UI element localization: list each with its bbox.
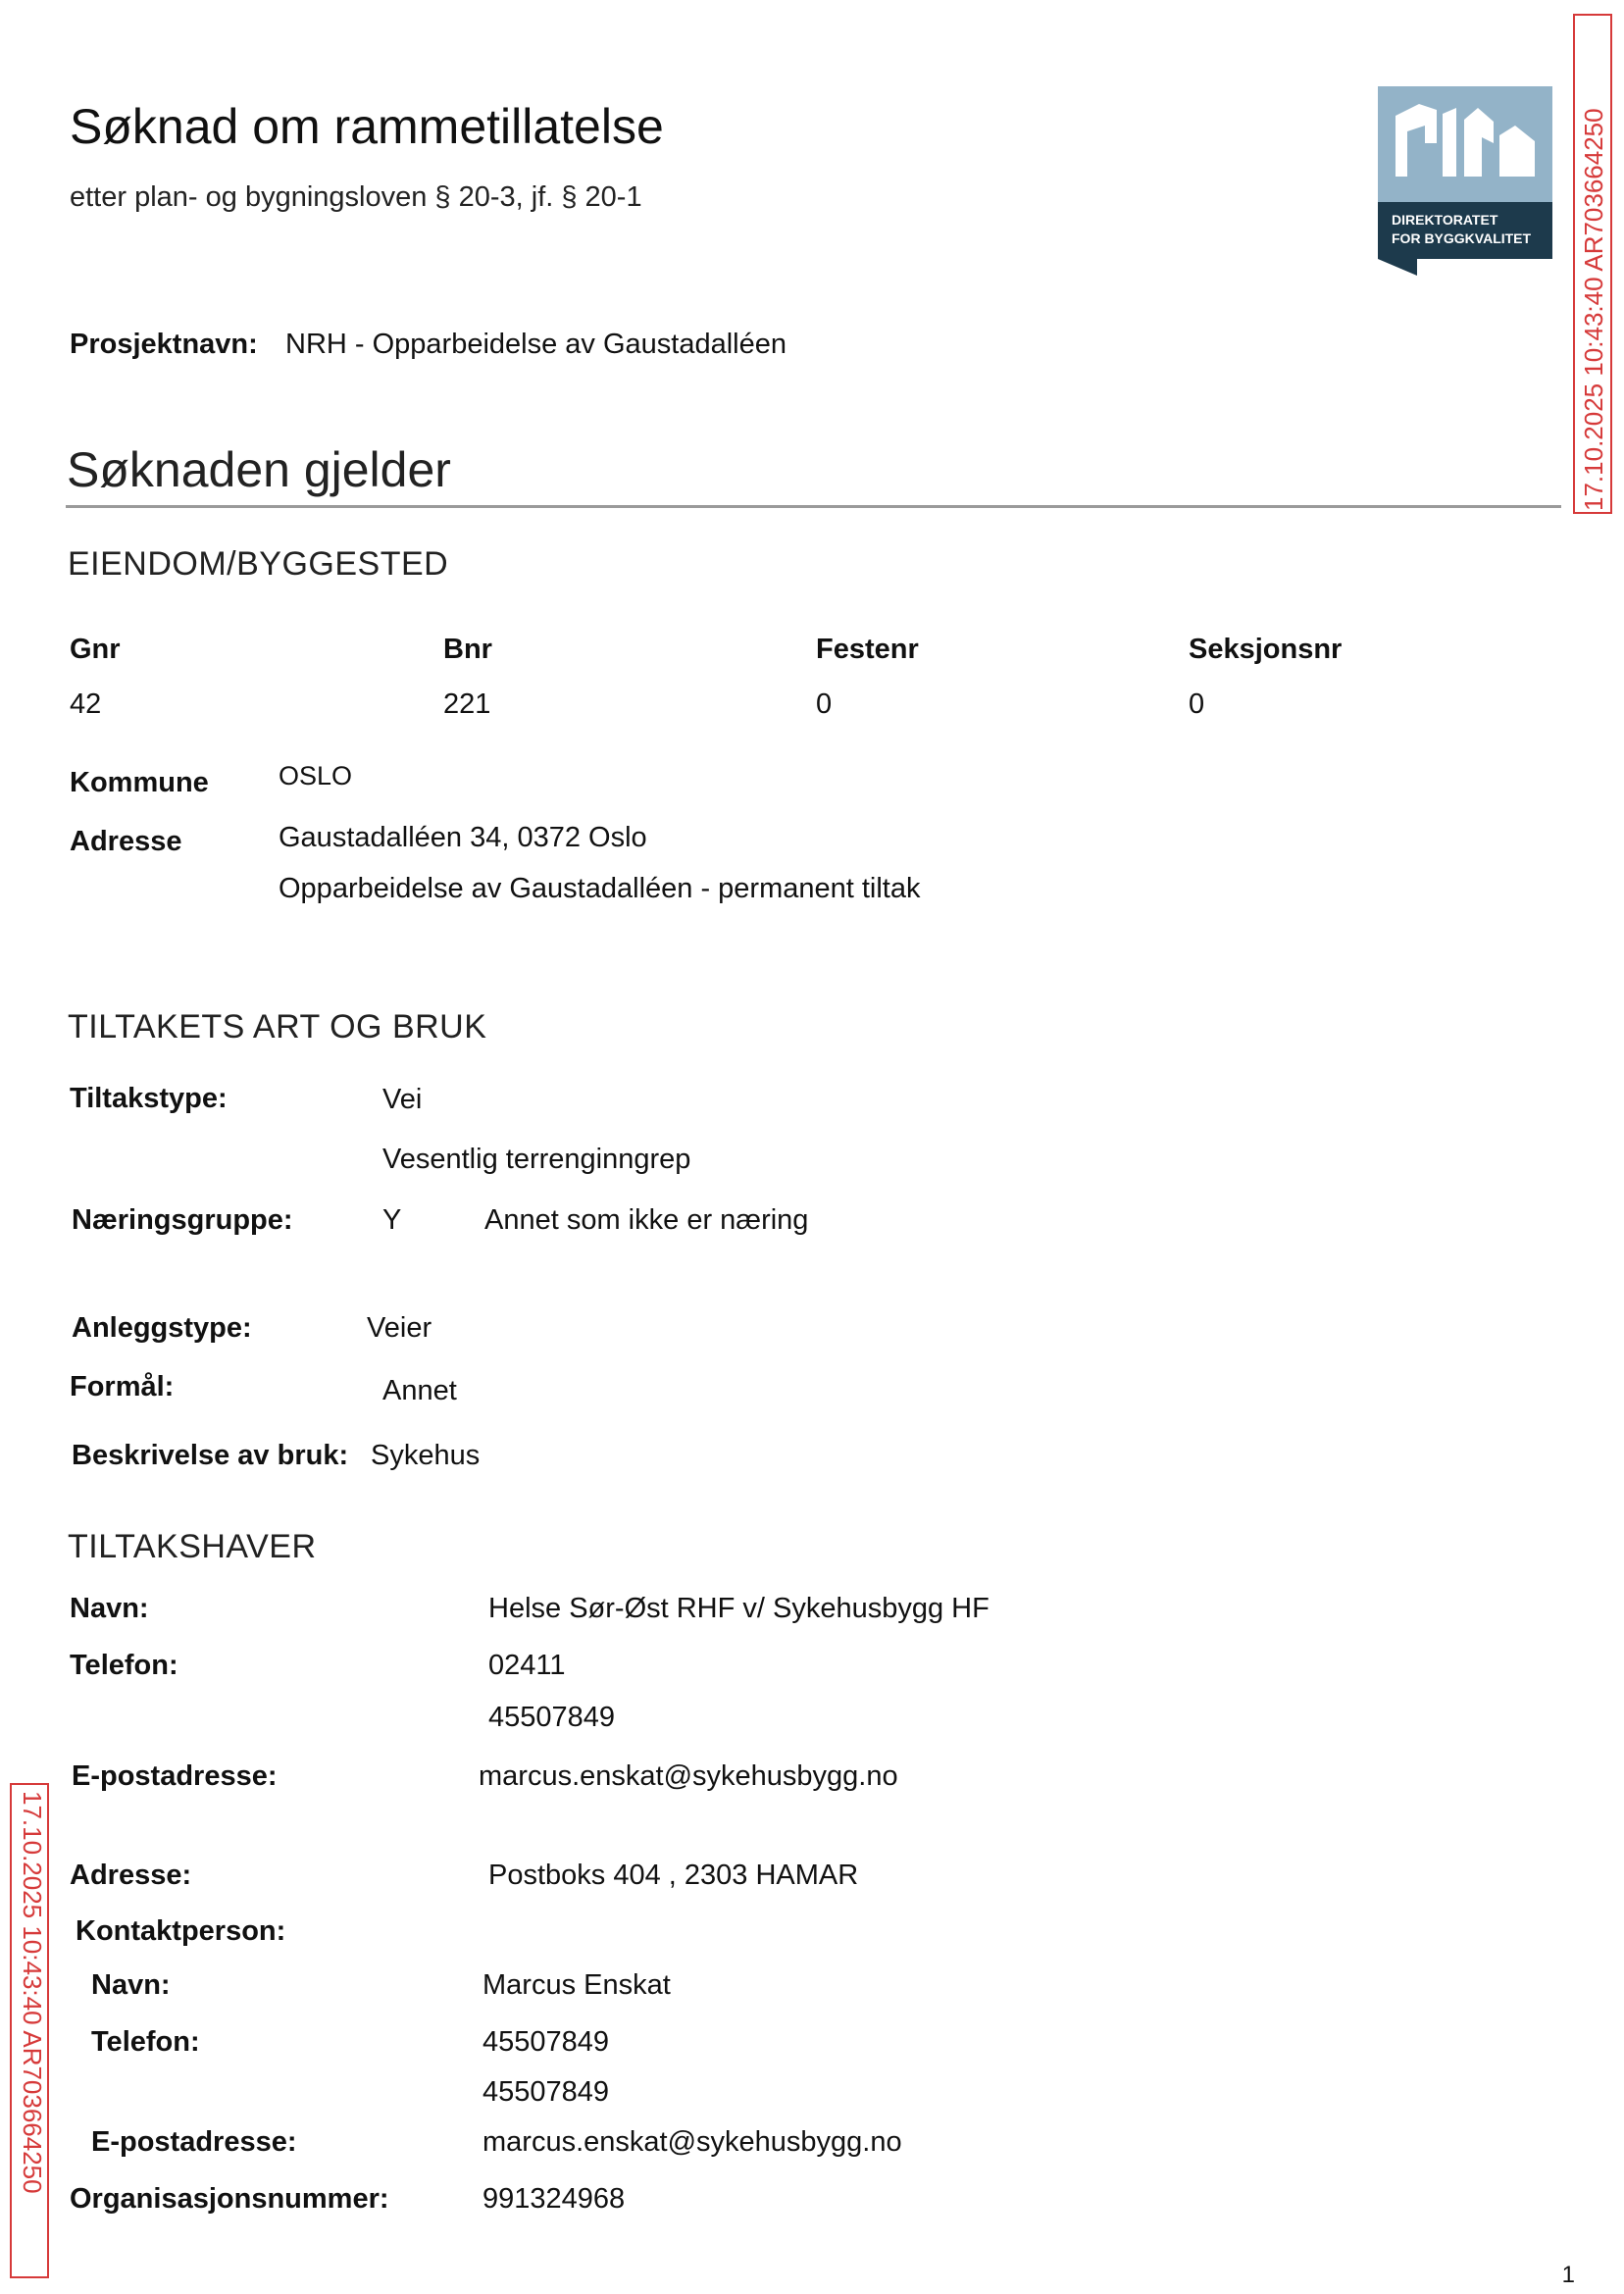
timestamp-stamp-bottom bbox=[10, 1783, 49, 2278]
value-festenr: 0 bbox=[816, 688, 833, 720]
tiltak-heading: TILTAKETS ART OG BRUK bbox=[68, 1008, 487, 1045]
kontaktperson-label: Kontaktperson: bbox=[76, 1915, 286, 1947]
epost-label: E-postadresse: bbox=[72, 1760, 278, 1792]
anleggstype-label: Anleggstype: bbox=[72, 1312, 252, 1344]
col-festenr: Festenr bbox=[816, 634, 919, 665]
value-bnr: 221 bbox=[443, 688, 491, 720]
tiltakshaver-heading: TILTAKSHAVER bbox=[68, 1528, 317, 1565]
formal-label: Formål: bbox=[70, 1371, 175, 1402]
kontakt-navn-value: Marcus Enskat bbox=[482, 1969, 671, 2001]
orgnr-label: Organisasjonsnummer: bbox=[70, 2183, 389, 2215]
naeringsgruppe-code: Y bbox=[382, 1204, 402, 1236]
kontakt-telefon-value-1: 45507849 bbox=[482, 2026, 610, 2058]
section-title: Søknaden gjelder bbox=[67, 442, 451, 497]
telefon-value-2: 45507849 bbox=[488, 1702, 616, 1733]
kontakt-epost-label: E-postadresse: bbox=[91, 2126, 297, 2158]
value-seksjonsnr: 0 bbox=[1189, 688, 1205, 720]
kommune-label: Kommune bbox=[70, 767, 209, 798]
adresse-label: Adresse bbox=[70, 826, 182, 857]
col-bnr: Bnr bbox=[443, 634, 492, 665]
stamp-text: 17.10.2025 10:43:40 AR703664250 bbox=[1579, 108, 1608, 511]
naeringsgruppe-label: Næringsgruppe: bbox=[72, 1204, 293, 1236]
telefon-label: Telefon: bbox=[70, 1650, 178, 1681]
svg-text:FOR BYGGKVALITET: FOR BYGGKVALITET bbox=[1392, 230, 1532, 246]
document-title: Søknad om rammetillatelse bbox=[70, 99, 664, 154]
telefon-value-1: 02411 bbox=[488, 1650, 566, 1681]
svg-text:DIREKTORATET: DIREKTORATET bbox=[1392, 212, 1498, 228]
document-subtitle: etter plan- og bygningsloven § 20-3, jf. § 20-1 bbox=[70, 181, 642, 213]
tiltakstype-value-2: Vesentlig terrenginngrep bbox=[382, 1144, 691, 1175]
kontakt-epost-value: marcus.enskat@sykehusbygg.no bbox=[482, 2126, 902, 2158]
navn-value: Helse Sør-Øst RHF v/ Sykehusbygg HF bbox=[488, 1593, 990, 1624]
adresse-line2: Opparbeidelse av Gaustadalléen - permanent tiltak bbox=[279, 873, 921, 904]
value-gnr: 42 bbox=[70, 688, 102, 720]
kommune-value: OSLO bbox=[279, 761, 353, 790]
col-gnr: Gnr bbox=[70, 634, 121, 665]
adresse-value: Postboks 404 , 2303 HAMAR bbox=[488, 1860, 859, 1891]
dibk-logo bbox=[1378, 86, 1552, 276]
tiltakstype-value-1: Vei bbox=[382, 1084, 423, 1115]
adresse-label: Adresse: bbox=[70, 1860, 192, 1891]
beskrivelse-label: Beskrivelse av bruk: bbox=[72, 1440, 349, 1471]
stamp-text: 17.10.2025 10:43:40 AR703664250 bbox=[18, 1791, 47, 2194]
epost-value: marcus.enskat@sykehusbygg.no bbox=[479, 1760, 898, 1792]
tiltakstype-label: Tiltakstype: bbox=[70, 1083, 228, 1114]
project-value: NRH - Opparbeidelse av Gaustadalléen bbox=[285, 329, 787, 360]
beskrivelse-value: Sykehus bbox=[371, 1440, 481, 1471]
page-number: 1 bbox=[1561, 2262, 1575, 2288]
timestamp-stamp-top bbox=[1573, 14, 1612, 514]
anleggstype-value: Veier bbox=[367, 1312, 432, 1344]
formal-value: Annet bbox=[382, 1375, 457, 1406]
orgnr-value: 991324968 bbox=[482, 2183, 626, 2215]
kontakt-navn-label: Navn: bbox=[91, 1969, 171, 2001]
project-label: Prosjektnavn: bbox=[70, 329, 258, 360]
dibk-logo-icon bbox=[1378, 86, 1552, 276]
col-seksjonsnr: Seksjonsnr bbox=[1189, 634, 1343, 665]
naeringsgruppe-value: Annet som ikke er næring bbox=[484, 1204, 809, 1236]
navn-label: Navn: bbox=[70, 1593, 149, 1624]
kontakt-telefon-label: Telefon: bbox=[91, 2026, 200, 2058]
eiendom-heading: EIENDOM/BYGGESTED bbox=[68, 545, 449, 583]
kontakt-telefon-value-2: 45507849 bbox=[482, 2076, 610, 2108]
adresse-line1: Gaustadalléen 34, 0372 Oslo bbox=[279, 822, 647, 853]
section-divider bbox=[66, 505, 1561, 508]
